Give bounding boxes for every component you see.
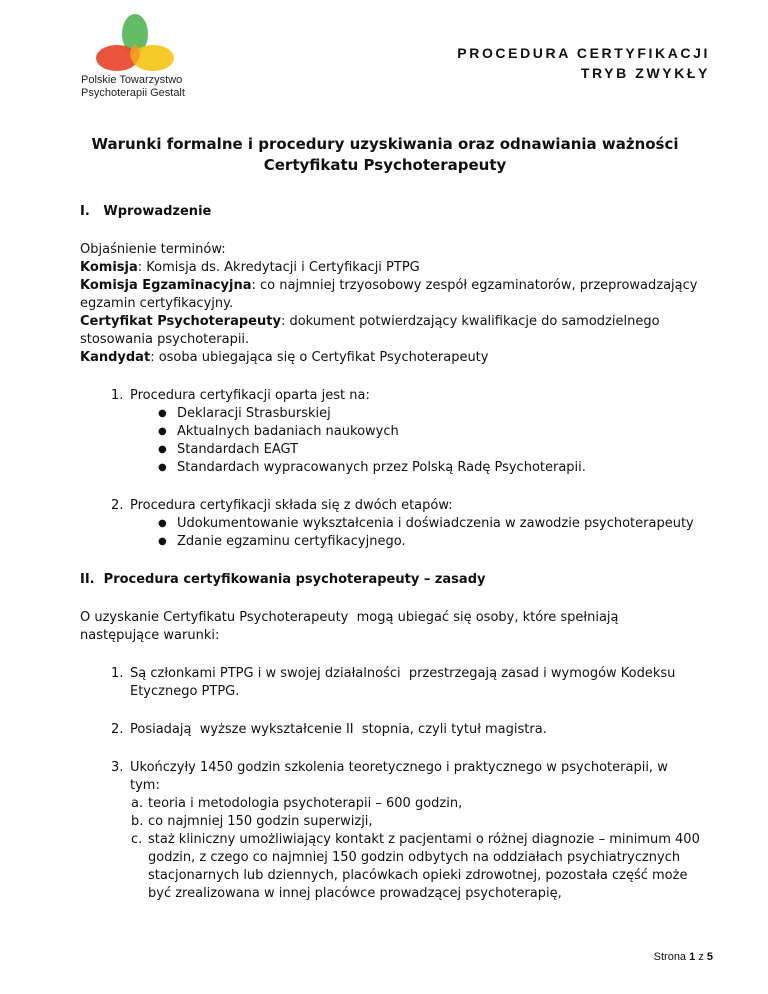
bullet-icon: ●: [158, 408, 167, 419]
term-item: [80, 313, 700, 349]
bullet-list: [158, 515, 700, 551]
list-item: [111, 387, 700, 405]
bullet-text: Deklaracji Strasburskiej: [177, 406, 331, 421]
title-line2: Certyfikatu Psychoterapeuty: [263, 156, 507, 174]
term-definition: : Komisja ds. Akredytacji i Certyfikacji PTPG: [137, 260, 420, 275]
bullet-icon: ●: [158, 518, 167, 529]
section-heading-1: I. Wprowadzenie: [80, 204, 212, 219]
term-definition: : co najmniej trzyosobowy zespół egzaminatorów, przeprowadzający egzamin certyfikacyjny.: [80, 278, 698, 311]
term-name: Kandydat: [80, 350, 151, 365]
bullet-item: [158, 423, 700, 441]
page-footer: [654, 951, 713, 963]
list-number: 2.: [111, 722, 124, 737]
footer-page-total: 5: [706, 951, 713, 963]
list-text: Ukończyły 1450 godzin szkolenia teoretycznego i praktycznego w psychoterapii, w tym:: [130, 760, 668, 793]
list-text: Procedura certyfikacji składa się z dwóch etapów:: [130, 498, 453, 513]
logo-text-line2: Psychoterapii Gestalt: [81, 87, 185, 99]
footer-label: Strona: [653, 951, 687, 963]
bullet-text: Aktualnych badaniach naukowych: [177, 424, 399, 439]
logo-leaves-icon: [95, 14, 175, 76]
bullet-list: [158, 405, 700, 477]
term-name: Komisja Egzaminacyjna: [80, 278, 252, 293]
conditions-list: [111, 665, 700, 903]
term-item: [80, 349, 700, 367]
list-number: 1.: [111, 388, 124, 403]
section-heading-2: II. Procedura certyfikowania psychoterapeuty – zasady: [80, 572, 486, 587]
logo-text-line1: Polskie Towarzystwo: [81, 74, 183, 86]
numbered-list: [111, 387, 700, 551]
list-text: Posiadają wyższe wykształcenie II stopnia, czyli tytuł magistra.: [130, 722, 547, 737]
sub-text: teoria i metodologia psychoterapii – 600 godzin,: [148, 796, 463, 811]
bullet-icon: ●: [158, 462, 167, 473]
title-line1: Warunki formalne i procedury uzyskiwania oraz odnawiania ważności: [91, 135, 679, 153]
sub-letter: a.: [131, 796, 144, 811]
document-title: [80, 134, 690, 176]
list-number: 3.: [111, 760, 124, 775]
bullet-text: Zdanie egzaminu certyfikacyjnego.: [177, 534, 406, 549]
header-line1: PROCEDURA CERTYFIKACJI: [457, 45, 710, 61]
sub-item: [131, 813, 700, 831]
bullet-icon: ●: [158, 444, 167, 455]
section2-intro: O uzyskanie Certyfikatu Psychoterapeuty mogą ubiegać się osoby, które spełniają następujące warunki:: [80, 610, 623, 643]
bullet-icon: ●: [158, 536, 167, 547]
sub-item: [131, 795, 700, 813]
sub-item: [131, 831, 700, 903]
footer-page-number: 1: [689, 951, 696, 963]
term-definition: : dokument potwierdzający kwalifikacje do samodzielnego stosowania psychoterapii.: [80, 314, 660, 347]
term-definition: : osoba ubiegająca się o Certyfikat Psychoterapeuty: [150, 350, 489, 365]
list-number: 1.: [111, 666, 124, 681]
document-body: [80, 203, 700, 903]
sub-letter: c.: [131, 832, 143, 847]
bullet-item: [158, 405, 700, 423]
sub-text: co najmniej 150 godzin superwizji,: [148, 814, 373, 829]
bullet-item: [158, 533, 700, 551]
term-name: Komisja: [80, 260, 138, 275]
list-text: Są członkami PTPG i w swojej działalności przestrzegają zasad i wymogów Kodeksu Etycznego PTPG.: [130, 666, 680, 699]
header-line2: TRYB ZWYKŁY: [580, 65, 710, 81]
list-text: Procedura certyfikacji oparta jest na:: [130, 388, 370, 403]
bullet-item: [158, 515, 700, 533]
list-item: [111, 665, 700, 701]
bullet-text: Standardach wypracowanych przez Polską Radę Psychoterapii.: [177, 460, 586, 475]
terms-intro: Objaśnienie terminów:: [80, 242, 226, 257]
sub-list: [131, 795, 700, 903]
ptpg-logo: [67, 6, 207, 106]
list-item: [111, 721, 700, 739]
term-item: [80, 259, 700, 277]
bullet-item: [158, 459, 700, 477]
document-header: [457, 43, 710, 83]
footer-separator: z: [698, 951, 704, 963]
list-number: 2.: [111, 498, 124, 513]
bullet-text: Standardach EAGT: [177, 442, 299, 457]
list-item: [111, 497, 700, 515]
bullet-item: [158, 441, 700, 459]
term-name: Certyfikat Psychoterapeuty: [80, 314, 281, 329]
sub-letter: b.: [131, 814, 144, 829]
bullet-text: Udokumentowanie wykształcenia i doświadczenia w zawodzie psychoterapeuty: [177, 516, 694, 531]
bullet-icon: ●: [158, 426, 167, 437]
term-item: [80, 277, 700, 313]
sub-text: staż kliniczny umożliwiający kontakt z pacjentami o różnej diagnozie – minimum 400 godzin, z czego co najmniej 150 godzin odbytych na oddziałach psychiatrycznych stacjonarnych lub dziennych, placówkach opieki zdrowotnej, pozostała część może być zrealizowana w innej placówce prowadzącej psychoterapię,: [148, 832, 700, 901]
list-item: [111, 759, 700, 795]
